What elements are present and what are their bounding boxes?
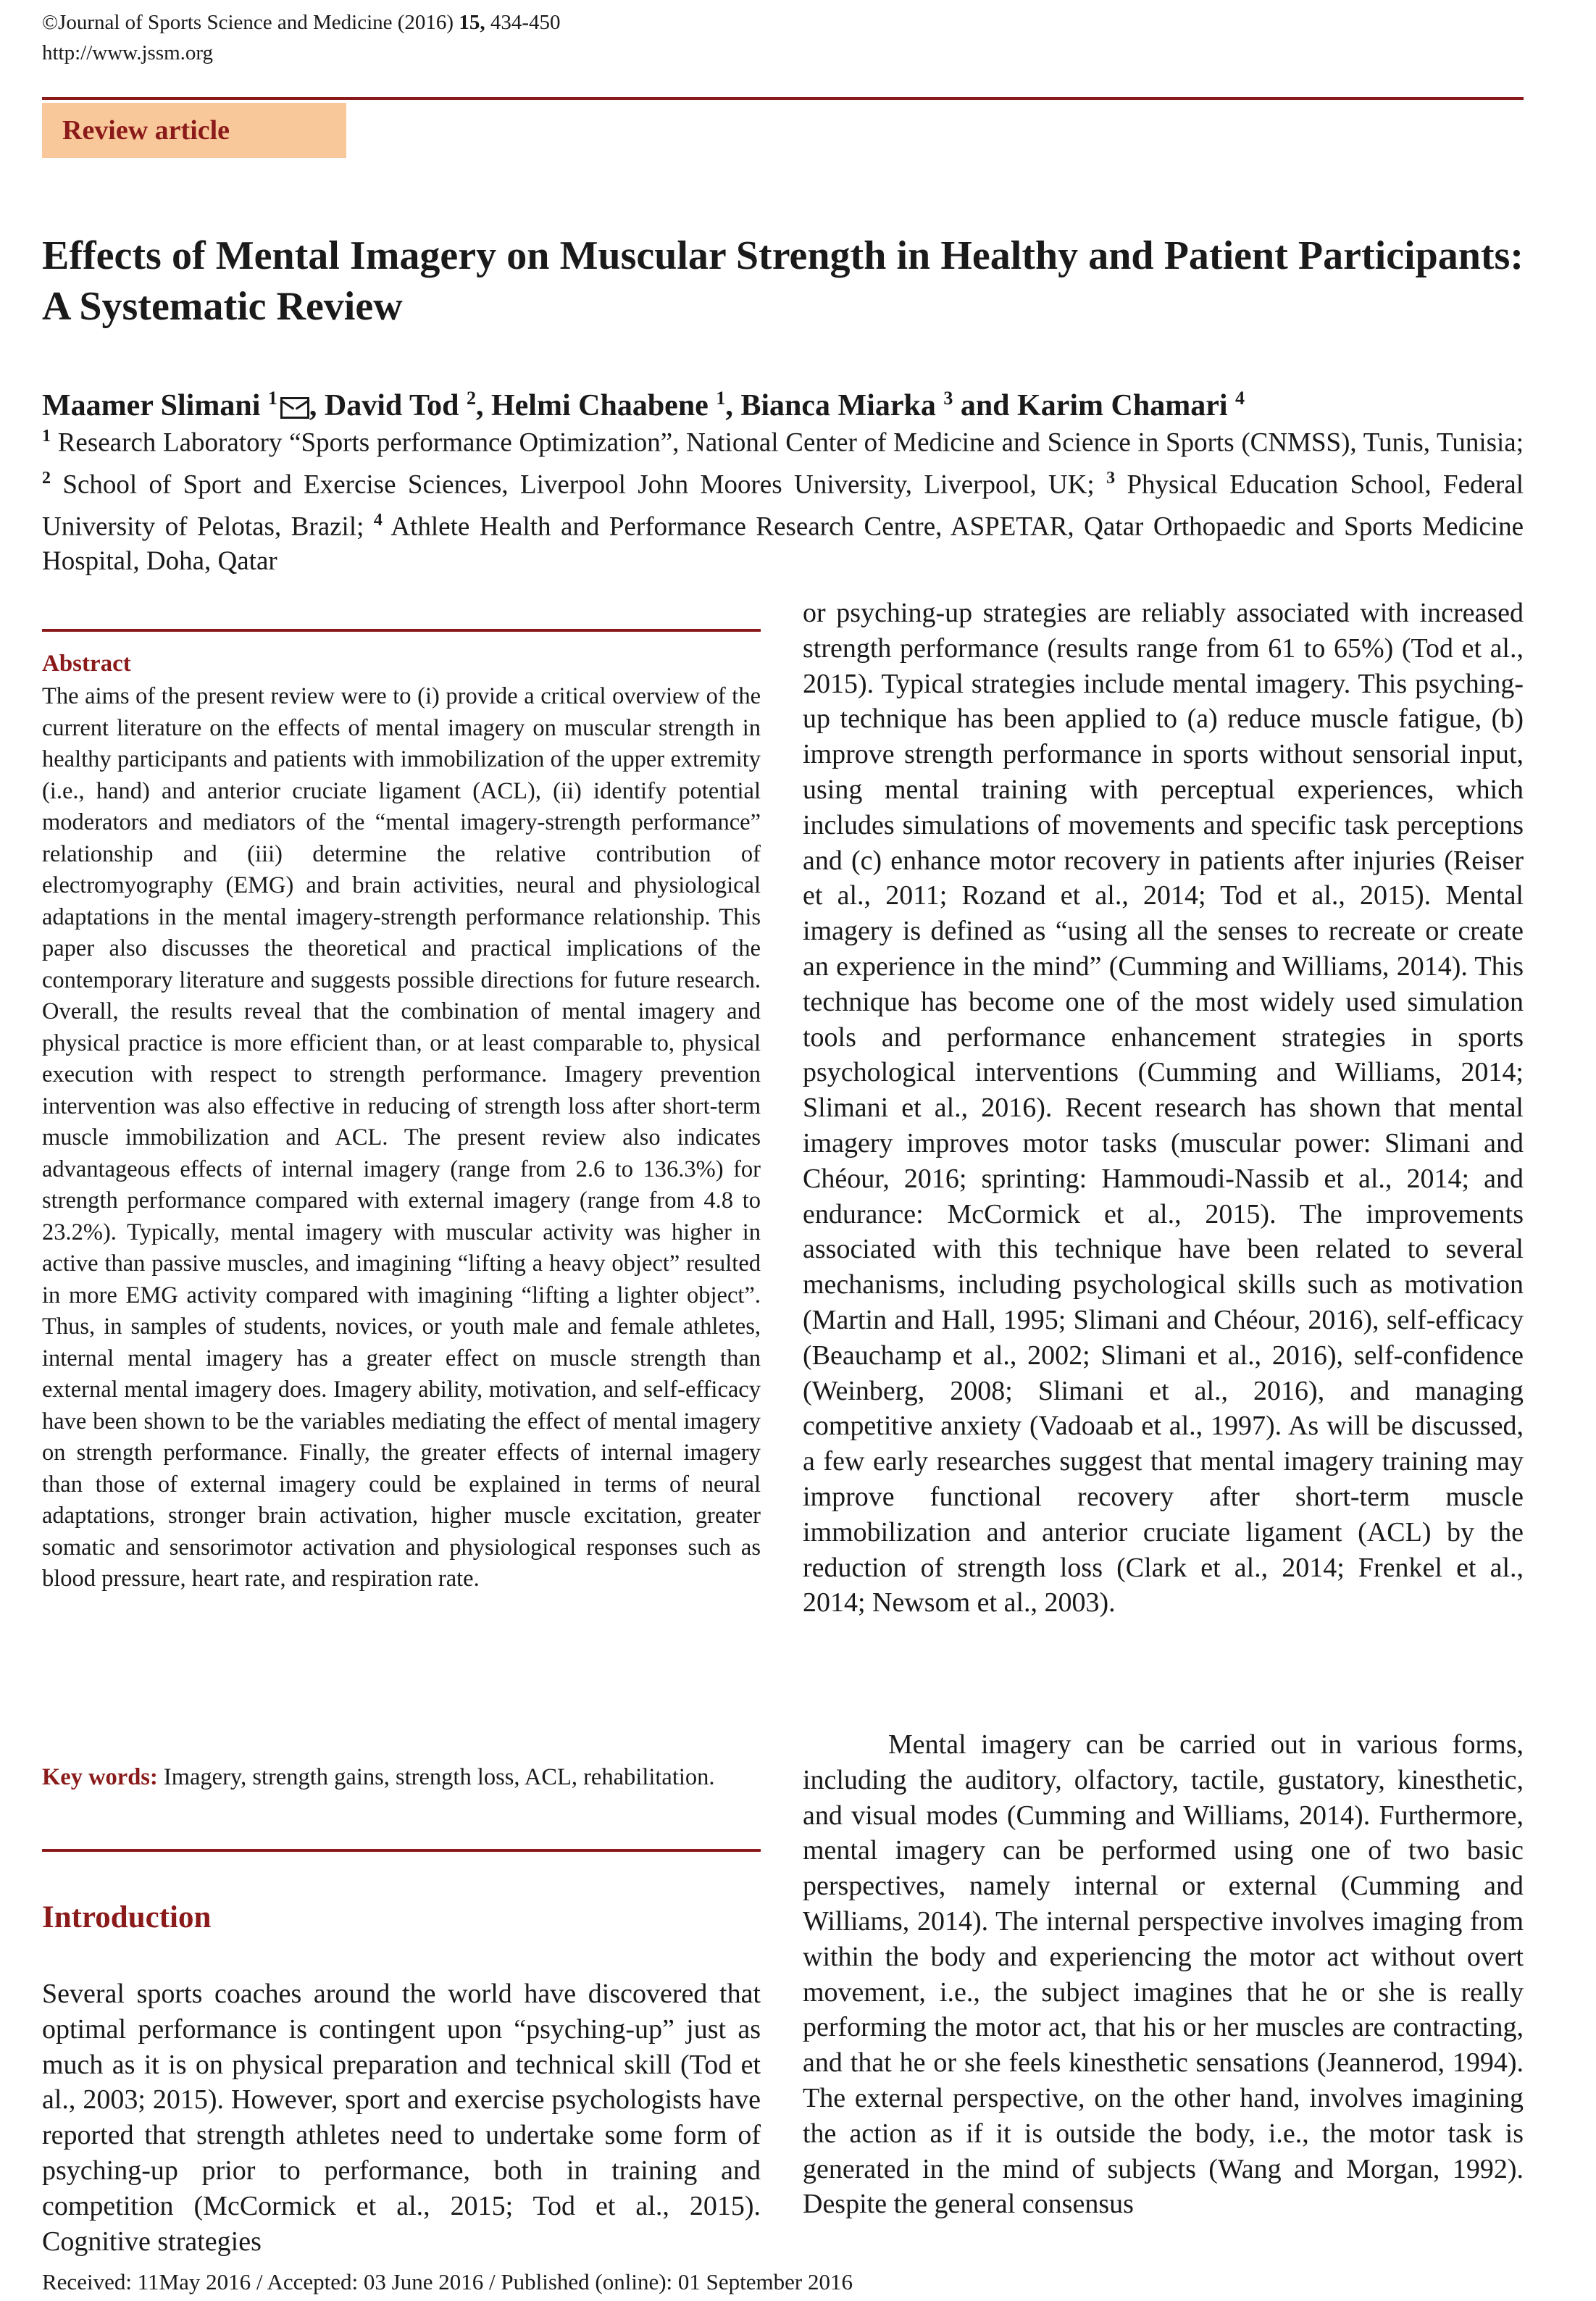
affiliations: $^1$ Research Laboratory “Sports performance Optimization”, National Center of Medicine and Science in Sports (CNMSS), Tunis, Tunisia; $^2$ School of Sport and Exercise Sciences, Liverpool John Moores University, Liverpool, UK; $^3$ Physical Education School, Federal University of Pelotas, Brazil; $^4$ Athlete Health and Performance Research Centre, ASPETAR, Qatar Orthopaedic and Sports Medicine Hospital, Doha, Qatar <box>42 427 1524 577</box>
keywords-bottom-rule <box>42 1849 761 1852</box>
keywords-text: Imagery, strength gains, strength loss, ACL, rehabilitation. <box>157 1764 715 1790</box>
submission-dates: Received: 11May 2016 / Accepted: 03 June 2016 / Published (online): 01 September 2016 <box>42 2269 853 2294</box>
author-name: Helmi Chaabene <box>491 389 716 422</box>
introduction-paragraph-continued: or psyching-up strategies are reliably associated with increased strength performance (results range from 61 to 65%) (Tod et al., 2015). Typical strategies include mental imagery. This psyching-up technique has been applied to (a) reduce muscle fatigue, (b) improve strength performance in sports without sensorial input, using mental training with perceptual experiences, which includes simulations of movements and specific task perceptions and (c) enhance motor recovery in patients after injuries (Reiser et al., 2011; Rozand et al., 2014; Tod et al., 2015). Mental imagery is defined as “using all the senses to recreate or create an experience in the mind” (Cumming and Williams, 2014). This technique has become one of the most widely used simulation tools and performance enhancement strategies in sports psychological interventions (Cumming and Williams, 2014; Slimani et al., 2016). Recent research has shown that mental imagery improves motor tasks (muscular power: Slimani and Chéour, 2016; sprinting: Hammoudi-Nassib et al., 2014; and endurance: McCormick et al., 2015). The improvements associated with this technique have been related to several mechanisms, including psychological skills such as motivation (Martin and Hall, 1995; Slimani and Chéour, 2016), self-efficacy (Beauchamp et al., 2002; Slimani et al., 2016), self-confidence (Weinberg, 2008; Slimani et al., 2016), and managing competitive anxiety (Vadoaab et al., 1997). As will be discussed, a few early researches suggest that mental imagery training may improve functional recovery after short-term muscle immobilization and anterior cruciate ligament (ACL) by the reduction of strength loss (Clark et al., 2014; Frenkel et al., 2014; Newsom et al., 2003). <box>803 598 1524 1619</box>
article-type-badge: Review article <box>42 103 346 158</box>
author-name: Bianca Miarka <box>740 389 944 422</box>
journal-url[interactable]: http://www.jssm.org <box>42 41 214 64</box>
author-list: Maamer Slimani $^1$ , David Tod $^2$, Helmi Chaabene $^1$, Bianca Miarka $^3$ and Karim Chamari $^4$ <box>42 388 1245 422</box>
introduction-paragraph-2: Mental imagery can be carried out in various forms, including the auditory, olfactory, tactile, gustatory, kinesthetic, and visual modes (Cumming and Williams, 2014). Furthermore, mental imagery can be performed using one of two basic perspectives, namely internal or external (Cumming and Williams, 2014). The internal perspective involves imaging from within the body and experiencing the motor act without overt movement, i.e., the subject imagines that he or she is really performing the motor act, that his or her muscles are contracting, and that he or she feels kinesthetic sensations (Jeannerod, 1994). The external perspective, on the other hand, involves imagining the action as if it is outside the body, i.e., the motor task is generated in the mind of subjects (Wang and Morgan, 1992). Despite the general consensus <box>803 1729 1524 2220</box>
author-name: Karim Chamari <box>1017 389 1235 422</box>
introduction-paragraph: Several sports coaches around the world have discovered that optimal performance is contingent upon “psyching-up” just as much as it is on physical preparation and technical skill (Tod et al., 2003; 2015). However, sport and exercise psychologists have reported that strength athletes need to undertake some form of psyching-up prior to performance, both in training and competition (McCormick et al., 2015; Tod et al., 2015). Cognitive strategies <box>42 1979 761 2257</box>
corresponding-author-envelope-icon[interactable] <box>280 397 309 419</box>
abstract-heading: Abstract <box>42 651 131 677</box>
keywords <box>42 1762 761 1794</box>
author-name: David Tod <box>324 389 467 422</box>
abstract-top-rule <box>42 629 761 632</box>
keywords-label: Key words: <box>42 1764 158 1790</box>
abstract-text: The aims of the present review were to (i) provide a critical overview of the current literature on the effects of mental imagery on muscular strength in healthy participants and patients with immobilization of the upper extremity (i.e., hand) and anterior cruciate ligament (ACL), (ii) identify potential moderators and mediators of the “mental imagery-strength performance” relationship and (iii) determine the relative contribution of electromyography (EMG) and brain activities, neural and physiological adaptations in the mental imagery-strength performance relationship. This paper also discusses the theoretical and practical implications of the contemporary literature and suggests possible directions for future research. Overall, the results reveal that the combination of mental imagery and physical practice is more efficient than, or at least comparable to, physical execution with respect to strength performance. Imagery prevention intervention was also effective in reducing of strength loss after short-term muscle immobilization and ACL. The present review also indicates advantageous effects of internal imagery (range from 2.6 to 136.3%) for strength performance compared with external imagery (range from 4.8 to 23.2%). Typically, mental imagery with muscular activity was higher in active than passive muscles, and imagining “lifting a heavy object” resulted in more EMG activity compared with imagining “lifting a lighter object”. Thus, in samples of students, novices, or youth male and female athletes, internal mental imagery has a greater effect on muscle strength than external mental imagery does. Imagery ability, motivation, and self-efficacy have been shown to be the variables mediating the effect of mental imagery on strength performance. Finally, the greater effects of internal imagery than those of external imagery could be explained in terms of neural adaptations, stronger brain activation, higher muscle excitation, greater somatic and sensorimotor activation and physiological responses such as blood pressure, heart rate, and respiration rate. <box>42 683 761 1592</box>
journal-citation: ©Journal of Sports Science and Medicine (2016) 15, 434-450 <box>42 11 561 34</box>
introduction-heading: Introduction <box>42 1900 212 1934</box>
header-rule <box>42 97 1524 100</box>
running-head <box>42 7 561 68</box>
article-title: Effects of Mental Imagery on Muscular Strength in Healthy and Patient Participants: A Systematic Review <box>42 233 1524 329</box>
author-name: Maamer Slimani <box>42 389 268 422</box>
